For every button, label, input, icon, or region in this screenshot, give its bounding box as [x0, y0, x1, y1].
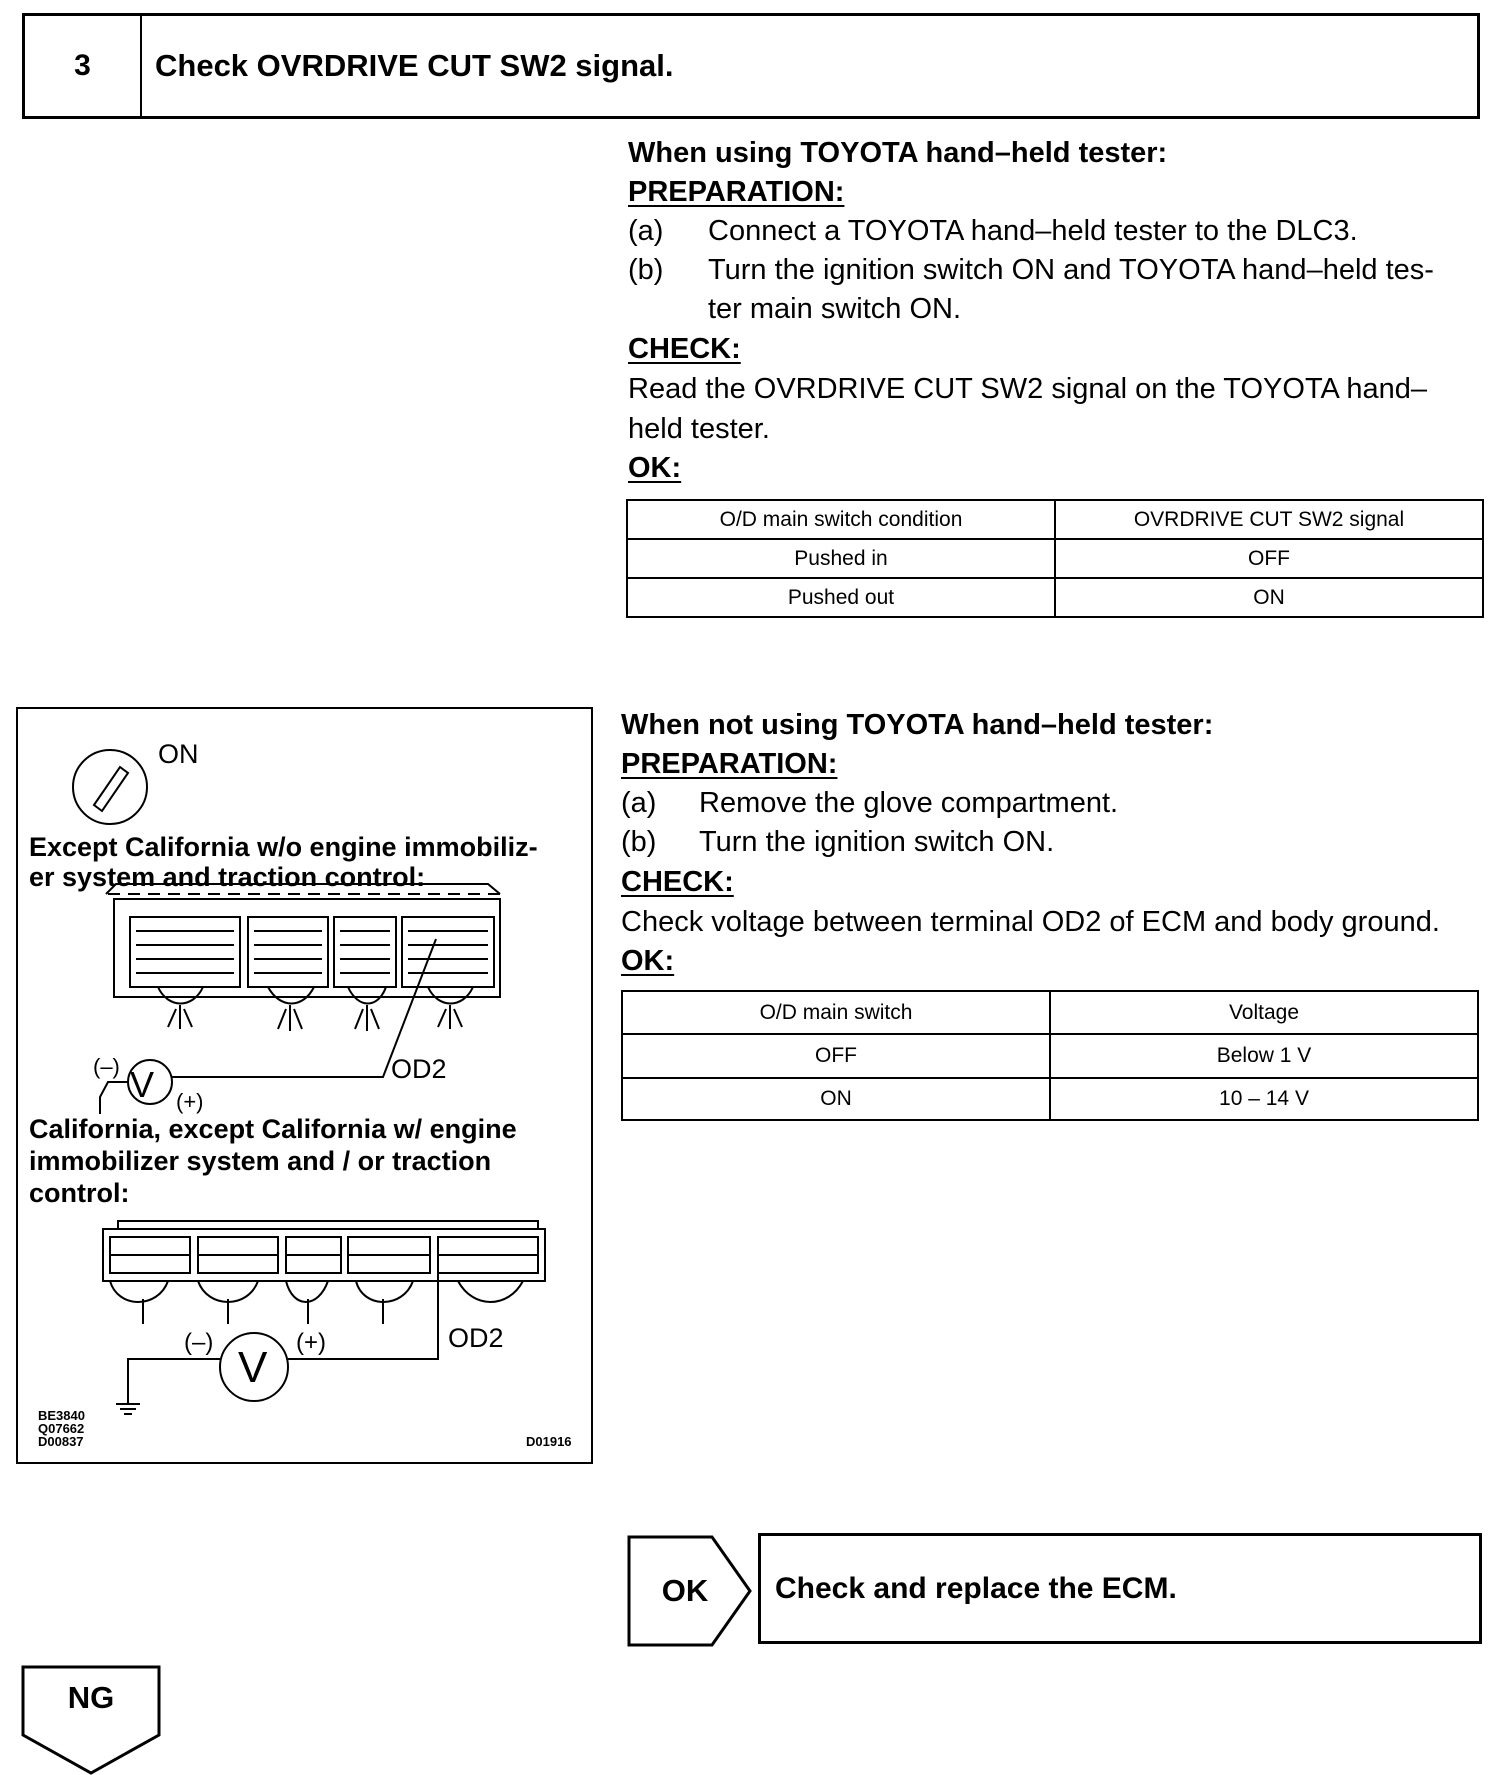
- step-text: Remove the glove compartment.: [699, 787, 1119, 819]
- meter-2-symbol: V: [238, 1343, 268, 1392]
- meter-1-symbol: V: [130, 1064, 155, 1105]
- ok-label: OK: [661, 1573, 709, 1608]
- manual-ok-table: [621, 990, 1479, 1121]
- table-header-cell: OVRDRIVE CUT SW2 signal: [1055, 500, 1483, 539]
- table-header-cell: O/D main switch: [622, 991, 1050, 1034]
- tester-check-label: CHECK:: [628, 333, 741, 365]
- manual-section: [621, 705, 1491, 980]
- ignition-switch-icon: [73, 750, 147, 824]
- table-cell: OFF: [622, 1034, 1050, 1078]
- tester-step-b: [628, 251, 1488, 329]
- terminal-label-2: OD2: [448, 1323, 504, 1353]
- step-key: (b): [621, 826, 657, 858]
- terminal-label-1: OD2: [391, 1054, 447, 1084]
- ok-action-box: [758, 1533, 1482, 1644]
- table-header-row: [627, 500, 1483, 539]
- step-number: 3: [25, 16, 142, 116]
- manual-step-a: [621, 784, 1491, 823]
- step-text-line-1: Turn the ignition switch ON and TOYOTA hand–held tes-: [708, 254, 1434, 286]
- step-title: Check OVRDRIVE CUT SW2 signal.: [155, 48, 674, 83]
- table-header-cell: Voltage: [1050, 991, 1478, 1034]
- wiring-diagram: [16, 707, 593, 1464]
- manual-ok-label: OK:: [621, 945, 675, 977]
- caption-1-line-2: er system and traction control:: [29, 862, 426, 892]
- table-cell: Below 1 V: [1050, 1034, 1478, 1078]
- meter-1-minus: (–): [93, 1054, 120, 1079]
- tester-check-text-1: Read the OVRDRIVE CUT SW2 signal on the TOYOTA hand–: [628, 373, 1427, 405]
- diagram-code: BE3840: [38, 1408, 85, 1423]
- step-key: (a): [621, 787, 657, 819]
- step-text: Connect a TOYOTA hand–held tester to the DLC3.: [708, 215, 1358, 247]
- step-key: (a): [628, 215, 664, 247]
- table-header-cell: O/D main switch condition: [627, 500, 1055, 539]
- manual-check-text: Check voltage between terminal OD2 of ECM and body ground.: [621, 906, 1440, 938]
- figure-id: D01916: [526, 1434, 572, 1449]
- diagram-code: Q07662: [38, 1421, 85, 1436]
- manual-preparation-label: PREPARATION:: [621, 748, 838, 780]
- step-text: Turn the ignition switch ON.: [699, 826, 1055, 858]
- caption-2-line-3: control:: [29, 1178, 130, 1208]
- manual-check-label: CHECK:: [621, 866, 734, 898]
- caption-2-line-2: immobilizer system and / or traction: [29, 1146, 492, 1176]
- manual-step-b: [621, 823, 1491, 862]
- tester-section: [628, 133, 1488, 487]
- step-header: [22, 13, 1480, 119]
- meter-1-plus: (+): [176, 1089, 204, 1114]
- ng-label: NG: [67, 1680, 115, 1715]
- manual-heading: When not using TOYOTA hand–held tester:: [621, 709, 1214, 741]
- tester-check-text-2: held tester.: [628, 413, 770, 445]
- diagram-code: D00837: [38, 1434, 84, 1449]
- table-cell: ON: [1055, 578, 1483, 617]
- table-cell: Pushed out: [627, 578, 1055, 617]
- ecm-connector-2-icon: [103, 1221, 545, 1324]
- tester-heading: When using TOYOTA hand–held tester:: [628, 137, 1168, 169]
- table-row: [622, 1034, 1478, 1078]
- tester-ok-label: OK:: [628, 452, 682, 484]
- table-cell: OFF: [1055, 539, 1483, 578]
- table-row: [627, 539, 1483, 578]
- table-row: [622, 1078, 1478, 1120]
- step-text: [708, 251, 1434, 329]
- caption-2-line-1: California, except California w/ engine: [29, 1114, 517, 1144]
- ignition-label: ON: [158, 739, 199, 769]
- tester-step-a: [628, 212, 1488, 251]
- table-header-row: [622, 991, 1478, 1034]
- step-text-line-2: ter main switch ON.: [708, 293, 961, 325]
- table-row: [627, 578, 1483, 617]
- caption-1-line-1: Except California w/o engine immobiliz-: [29, 832, 538, 862]
- table-cell: 10 – 14 V: [1050, 1078, 1478, 1120]
- step-key: (b): [628, 254, 664, 286]
- tester-ok-table: [626, 499, 1484, 618]
- ok-action-text: Check and replace the ECM.: [775, 1571, 1177, 1605]
- meter-2-plus: (+): [296, 1329, 326, 1356]
- tester-preparation-label: PREPARATION:: [628, 176, 845, 208]
- meter-2-minus: (–): [184, 1329, 214, 1356]
- table-cell: ON: [622, 1078, 1050, 1120]
- table-cell: Pushed in: [627, 539, 1055, 578]
- ecm-connector-1-icon: [106, 884, 504, 1031]
